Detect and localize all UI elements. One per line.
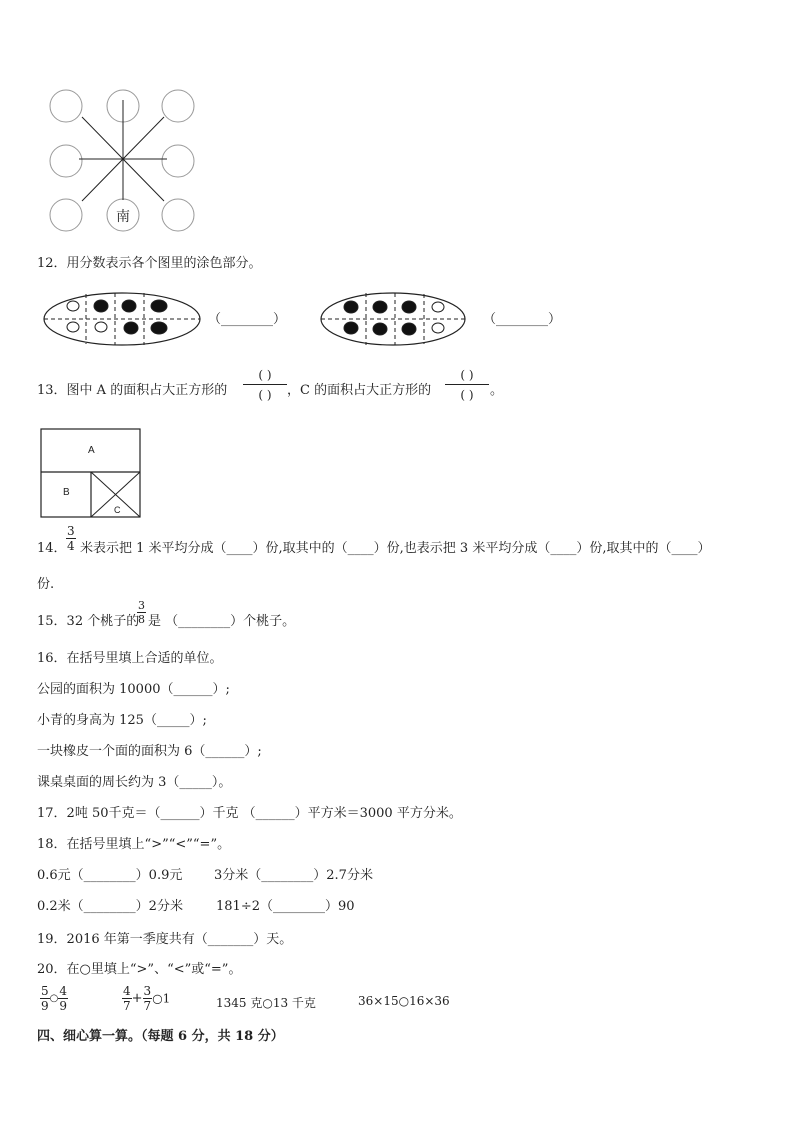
square-figure bbox=[40, 428, 142, 520]
ellipse-figure-1 bbox=[42, 291, 202, 347]
q13-text-2: ，C 的面积占大正方形的 bbox=[287, 383, 432, 398]
q18-row1-a: 0.6元（________）0.9元 bbox=[37, 868, 183, 883]
q18-title: 18．在括号里填上“>”“<”“=”。 bbox=[37, 837, 231, 852]
label-c: C bbox=[114, 505, 121, 515]
q20-expr-1: $\frac{5}{9}$ ○ $\frac{4}{9}$ bbox=[41, 984, 68, 1013]
q14-text-cont: 份. bbox=[37, 577, 55, 592]
q18-row2-b: 181÷2（________）90 bbox=[216, 899, 355, 914]
q16-line-3: 一块橡皮一个面的面积为 6（______）; bbox=[37, 744, 262, 759]
q13-text-3: 。 bbox=[490, 383, 504, 398]
q16-title: 16．在括号里填上合适的单位。 bbox=[37, 651, 223, 666]
q20-expr-3: 1345 克○13 千克 bbox=[216, 996, 316, 1010]
q15-fraction: $\frac{3}{8}$ bbox=[138, 599, 145, 626]
ellipse-figure-2 bbox=[319, 291, 467, 347]
q13-fraction-blank-1[interactable]: ( ) ( ) bbox=[243, 366, 287, 403]
q15-text-2: 是 （________）个桃子。 bbox=[148, 614, 296, 629]
q12-text: 12．用分数表示各个图里的涂色部分。 bbox=[37, 256, 262, 271]
q19-text: 19．2016 年第一季度共有（_______）天。 bbox=[37, 932, 293, 947]
compass-figure bbox=[45, 88, 200, 233]
q20-expr-2: $\frac{4}{7}$ + $\frac{3}{7}$ ○1 bbox=[123, 984, 171, 1013]
q15-text-1: 15．32 个桃子的 bbox=[37, 614, 140, 629]
q18-row1-b: 3分米（________）2.7分米 bbox=[214, 868, 373, 883]
q12-blank-1[interactable]: （________） bbox=[208, 312, 287, 327]
q16-line-2: 小青的身高为 125（_____）; bbox=[37, 713, 207, 728]
q16-line-4: 课桌桌面的周长约为 3（_____）。 bbox=[37, 775, 232, 790]
label-a: A bbox=[88, 445, 95, 456]
section-4-heading: 四、细心算一算。（每题 6 分，共 18 分） bbox=[37, 1029, 284, 1044]
q16-line-1: 公园的面积为 10000（______）; bbox=[37, 682, 230, 697]
q12-blank-2[interactable]: （________） bbox=[483, 312, 562, 327]
q14-text: 米表示把 1 米平均分成（____）份,取其中的（____）份,也表示把 3 米平均分成（____）份,取其中的（____） bbox=[80, 541, 711, 556]
q20-title: 20．在○里填上“>”、“<”或“=”。 bbox=[37, 962, 242, 977]
q13-text-1: 13．图中 A 的面积占大正方形的 bbox=[37, 383, 228, 398]
q17-text: 17．2吨 50千克＝（______）千克 （______）平方米＝3000 平方分米。 bbox=[37, 806, 462, 821]
q18-row2-a: 0.2米（________）2分米 bbox=[37, 899, 183, 914]
q20-expr-4: 36×15○16×36 bbox=[358, 994, 450, 1008]
label-b: B bbox=[63, 487, 70, 498]
q14-fraction: $\frac{3}{4}$ bbox=[67, 524, 75, 553]
south-label: 南 bbox=[116, 208, 130, 224]
q14-number: 14． bbox=[37, 541, 67, 556]
q13-fraction-blank-2[interactable]: ( ) ( ) bbox=[445, 366, 489, 403]
